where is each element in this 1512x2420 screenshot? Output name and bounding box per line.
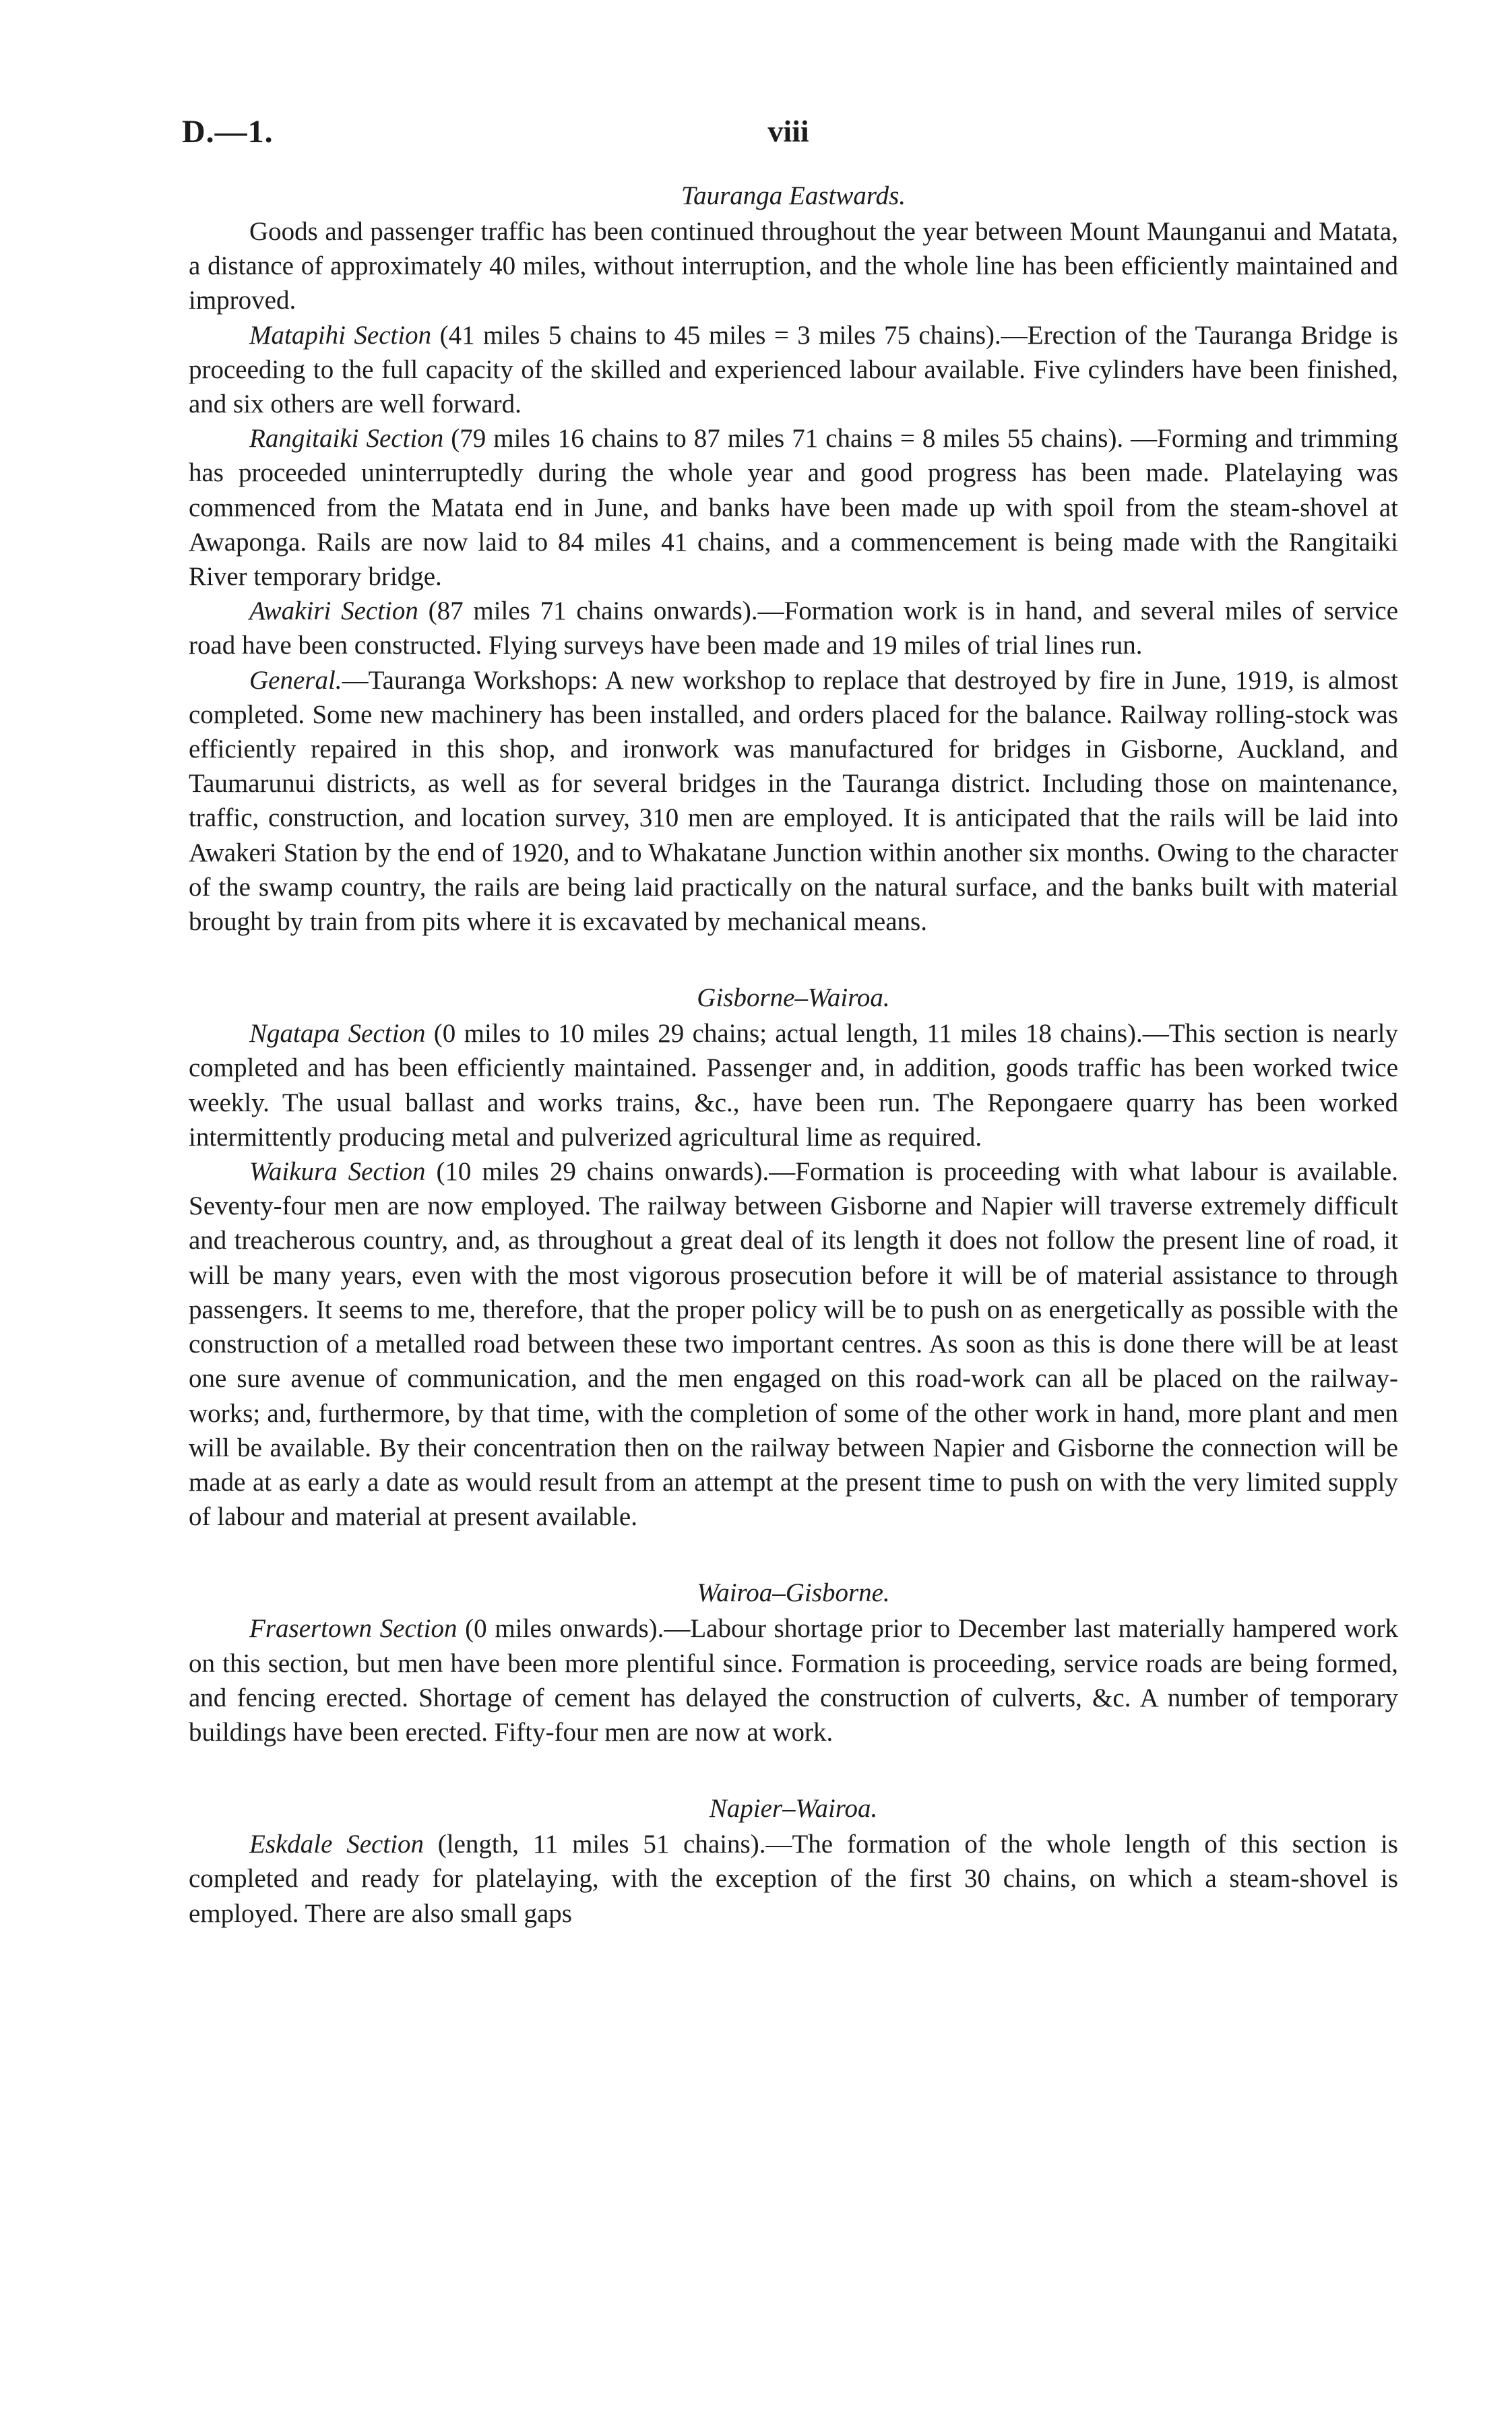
document-code: D.—1. (182, 114, 274, 150)
paragraph-lead: Frasertown Section (249, 1614, 458, 1644)
paragraph (189, 318, 1398, 422)
section-heading-wairoa-gisborne: Wairoa–Gisborne. (697, 1578, 890, 1608)
paragraph-lead: Ngatapa Section (249, 1019, 426, 1049)
page-header (182, 113, 1395, 160)
paragraph-lead: Awakiri Section (249, 596, 418, 626)
page-body (189, 179, 1398, 1931)
paragraph-lead: General. (249, 665, 342, 695)
paragraph-lead: Eskdale Section (249, 1830, 424, 1859)
paragraph (189, 1154, 1398, 1534)
page-number: viii (767, 114, 809, 148)
paragraph-text: (10 miles 29 chains onwards).—Formation is proceeding with what labour is available. Seventy-four men are now employed. The railway between Gisborne and Napier will traverse extremely difficult and treacherous country, and, as throughout a great deal of its length it does not follow the present line of road, it will be many years, even with the most vigorous prosecution before it will be of material assistance to through passengers. It seems to me, therefore, that the proper policy will be to push on as energetically as possible with the construction of a metalled road between these two important centres. As soon as this is done there will be at least one sure avenue of communication, and the men engaged on this road-work can all be placed on the railway-works; and, furthermore, by that time, with the completion of some of the other work in hand, more plant and men will be available. By their concentration then on the railway between Napier and Gisborne the connection will be made at as early a date as would result from an attempt at the present time to push on with the very limited supply of labour and material at present available. (189, 1157, 1398, 1532)
paragraph-lead: Matapihi Section (249, 320, 432, 350)
paragraph (189, 1016, 1398, 1154)
paragraph (189, 663, 1398, 939)
paragraph (189, 594, 1398, 662)
section-heading-napier-wairoa: Napier–Wairoa. (709, 1794, 878, 1824)
paragraph-text: (79 miles 16 chains to 87 miles 71 chains = 8 miles 55 chains). —Forming and trimming has proceeded uninterruptedly during the whole year and good progress has been made. Platelaying was commenced from the Matata end in June, and banks have been made up with spoil from the steam-shovel at Awaponga. Rails are now laid to 84 miles 41 chains, and a commencement is being made with the Rangitaiki River temporary bridge. (189, 424, 1398, 592)
section-heading-tauranga-eastwards: Tauranga Eastwards. (681, 181, 906, 210)
paragraph-text: —Tauranga Workshops: A new workshop to replace that destroyed by fire in June, 1919, is almost completed. Some new machinery has been installed, and orders placed for the balance. Railway rolling-stock was efficiently repaired in this shop, and ironwork was manufactured for bridges in Gisborne, Auckland, and Taumarunui districts, as well as for several bridges in the Tauranga district. Including those on maintenance, traffic, construction, and location survey, 310 men are employed. It is anticipated that the rails will be laid into Awakeri Station by the end of 1920, and to Whakatane Junction within another six months. Owing to the character of the swamp country, the rails are being laid practically on the natural surface, and the banks built with material brought by train from pits where it is excavated by mechanical means. (189, 665, 1398, 937)
paragraph-lead: Rangitaiki Section (249, 424, 444, 454)
paragraph-text: (length, 11 miles 51 chains).—The formation of the whole length of this section is completed and ready for platelaying, with the exception of the first 30 chains, on which a steam-shovel is employed. There are also small gaps (189, 1830, 1398, 1928)
paragraph-text: (0 miles to 10 miles 29 chains; actual length, 11 miles 18 chains).—This section is nearly completed and has been efficiently maintained. Passenger and, in addition, goods traffic has been worked twice weekly. The usual ballast and works trains, &c., have been run. The Repongaere quarry has been worked intermittently producing metal and pulverized agricultural lime as required. (189, 1019, 1398, 1152)
paragraph-text: (41 miles 5 chains to 45 miles = 3 miles 75 chains).—Erection of the Tauranga Bridge is proceeding to the full capacity of the skilled and experienced labour available. Five cylinders have been finished, and six others are well forward. (189, 320, 1398, 419)
paragraph-text: (0 miles onwards).—Labour shortage prior to December last materially hampered work on this section, but men have been more plentiful since. Formation is proceeding, service roads are being formed, and fencing erected. Shortage of cement has delayed the construction of culverts, &c. A number of temporary buildings have been erected. Fifty-four men are now at work. (189, 1614, 1398, 1747)
paragraph-lead: Waikura Section (249, 1157, 426, 1187)
section-heading-gisborne-wairoa: Gisborne–Wairoa. (697, 983, 890, 1013)
paragraph-text: (87 miles 71 chains onwards).—Formation work is in hand, and several miles of service road have been constructed. Flying surveys have been made and 19 miles of trial lines run. (189, 596, 1398, 660)
paragraph (189, 1827, 1398, 1931)
paragraph-text: Goods and passenger traffic has been continued throughout the year between Mount Maunganui and Matata, a distance of approximately 40 miles, without interruption, and the whole line has been efficiently maintained and improved. (189, 217, 1398, 315)
paragraph (189, 1611, 1398, 1749)
paragraph (189, 214, 1398, 318)
paragraph (189, 421, 1398, 594)
